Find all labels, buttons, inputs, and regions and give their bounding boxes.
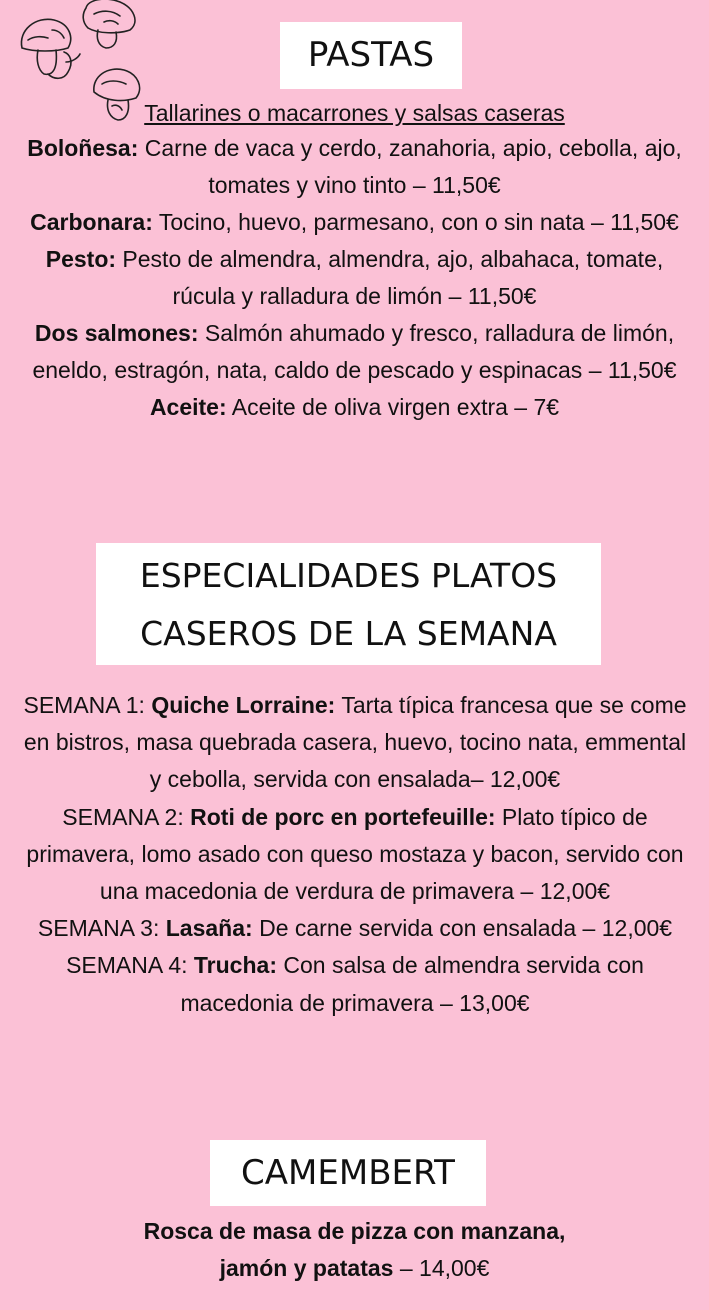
- week-label: SEMANA 3:: [37, 915, 166, 942]
- menu-item-description: Pesto de almendra, almendra, ajo, albahaca, tomate, rúcula y ralladura de limón – 11,50€: [116, 246, 664, 309]
- weekly-special-4: [20, 947, 690, 1021]
- camembert-description-bold: jamón y patatas: [219, 1255, 394, 1281]
- section-heading-pastas: [280, 22, 462, 89]
- weekly-specials: [20, 687, 690, 1022]
- menu-item-description: Salmón ahumado y fresco, ralladura de limón, eneldo, estragón, nata, caldo de pescado y espinacas – 11,50€: [32, 320, 677, 383]
- menu-item-name: Pesto:: [45, 246, 117, 272]
- menu-item-name: Boloñesa:: [27, 135, 139, 161]
- camembert-description-bold: Rosca de masa de pizza con manzana,: [143, 1218, 566, 1244]
- camembert-item: [40, 1213, 669, 1287]
- menu-item-description: Tocino, huevo, parmesano, con o sin nata – 11,50€: [152, 209, 679, 235]
- dish-name: Quiche Lorraine:: [151, 692, 336, 718]
- menu-item-description: Carne de vaca y cerdo, zanahoria, apio, cebolla, ajo, tomates y vino tinto – 11,50€: [138, 135, 682, 198]
- especialidades-heading-line1: ESPECIALIDADES PLATOS: [139, 556, 558, 595]
- section-heading-especialidades: [96, 543, 601, 665]
- camembert-heading-text: CAMEMBERT: [241, 1153, 455, 1193]
- pastas-heading-text: PASTAS: [307, 35, 435, 75]
- menu-item-name: Aceite:: [149, 394, 227, 420]
- week-label: SEMANA 4:: [66, 952, 194, 979]
- week-label: SEMANA 2:: [62, 803, 191, 830]
- especialidades-heading-line2: CASEROS DE LA SEMANA: [140, 614, 557, 653]
- menu-item-name: Carbonara:: [30, 209, 153, 235]
- menu-item-name: Dos salmones:: [34, 320, 199, 346]
- pastas-subtitle: Tallarines o macarrones y salsas caseras: [144, 100, 565, 126]
- dish-description: Con salsa de almendra servida con macedonia de primavera – 13,00€: [180, 952, 644, 1016]
- dish-description: Tarta típica francesa que se come en bistros, masa quebrada casera, huevo, tocino nata, emmental y cebolla, servida con ensalada– 12,00€: [23, 692, 687, 793]
- camembert-line-2: [40, 1250, 669, 1287]
- dish-name: Lasaña:: [165, 915, 253, 942]
- week-label: SEMANA 1:: [23, 692, 152, 718]
- camembert-price: – 14,00€: [393, 1255, 490, 1281]
- pastas-menu: [14, 96, 695, 426]
- weekly-special-3: [20, 910, 690, 947]
- menu-item-carbonara: [14, 204, 695, 241]
- weekly-special-1: [20, 687, 690, 799]
- weekly-special-2: [20, 799, 690, 911]
- section-heading-camembert: [210, 1140, 486, 1206]
- dish-description: De carne servida con ensalada – 12,00€: [252, 915, 673, 942]
- menu-item-aceite: [14, 389, 695, 426]
- menu-item-description: Aceite de oliva virgen extra – 7€: [226, 394, 560, 420]
- camembert-line-1: [40, 1213, 669, 1250]
- menu-item-pesto: [14, 241, 695, 315]
- menu-item-dos-salmones: [14, 315, 695, 389]
- menu-item-bolonesa: [14, 130, 695, 204]
- dish-name: Roti de porc en portefeuille:: [190, 803, 496, 830]
- dish-name: Trucha:: [193, 952, 277, 979]
- dish-description: Plato típico de primavera, lomo asado con queso mostaza y bacon, servido con una macedonia de verdura de primavera – 12,00€: [26, 803, 684, 905]
